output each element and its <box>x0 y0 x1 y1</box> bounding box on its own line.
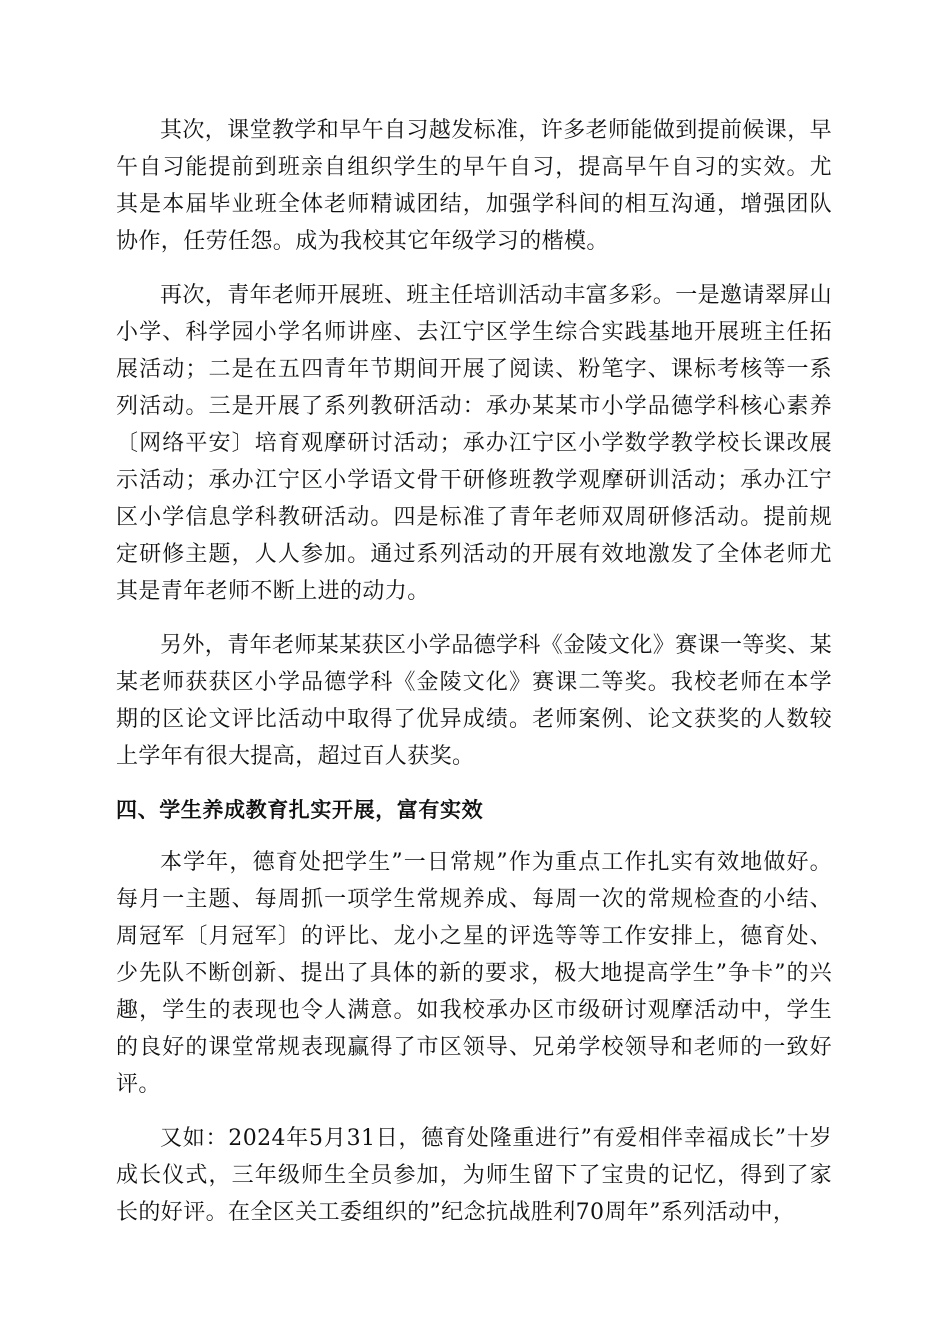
paragraph-growth-ceremony: 又如：2024年5月31日，德育处隆重进行”有爱相伴幸福成长”十岁成长仪式，三年级师生全员参加，为师生留下了宝贵的记忆，得到了家长的好评。在全区关工委组织的”纪念抗战胜利70周年”系列活动中， <box>116 1126 832 1225</box>
paragraph-awards: 另外，青年老师某某获区小学品德学科《金陵文化》赛课一等奖、某某老师获获区小学品德学科《金陵文化》赛课二等奖。我校老师在本学期的区论文评比活动中取得了优异成绩。老师案例、论文获奖的人数较上学年有很大提高，超过百人获奖。 <box>116 633 833 769</box>
paragraph-young-teacher-training: 再次，青年老师开展班、班主任培训活动丰富多彩。一是邀请翠屏山小学、科学园小学名师讲座、去江宁区学生综合实践基地开展班主任拓展活动；二是在五四青年节期间开展了阅读、粉笔字、课标考核等一系列活动。三是开展了系列教研活动：承办某某市小学品德学科核心素养〔网络平安〕培育观摩研讨活动；承办江宁区小学数学教学校长课改展示活动；承办江宁区小学语文骨干研修班教学观摩研训活动；承办江宁区小学信息学科教研活动。四是标准了青年老师双周研修活动。提前规定研修主题，人人参加。通过系列活动的开展有效地激发了全体老师尤其是青年老师不断上进的动力。 <box>116 283 833 604</box>
document-body <box>116 112 832 1248</box>
paragraph-classroom-discipline: 其次，课堂教学和早午自习越发标准，许多老师能做到提前候课，早午自习能提前到班亲自组织学生的早午自习，提高早午自习的实效。尤其是本届毕业班全体老师精诚团结，加强学科间的相互沟通，增强团队协作，任劳任怨。成为我校其它年级学习的楷模。 <box>116 118 833 254</box>
section-heading: 四、学生养成教育扎实开展，富有实效 <box>116 798 484 822</box>
paragraph-daily-routine: 本学年，德育处把学生”一日常规”作为重点工作扎实有效地做好。每月一主题、每周抓一项学生常规养成、每周一次的常规检查的小结、周冠军〔月冠军〕的评比、龙小之星的评选等等工作安排上，德育处、少先队不断创新、提出了具体的新的要求，极大地提高学生”争卡”的兴趣，学生的表现也令人满意。如我校承办区市级研讨观摩活动中，学生的良好的课堂常规表现赢得了市区领导、兄弟学校领导和老师的一致好评。 <box>116 850 832 1097</box>
